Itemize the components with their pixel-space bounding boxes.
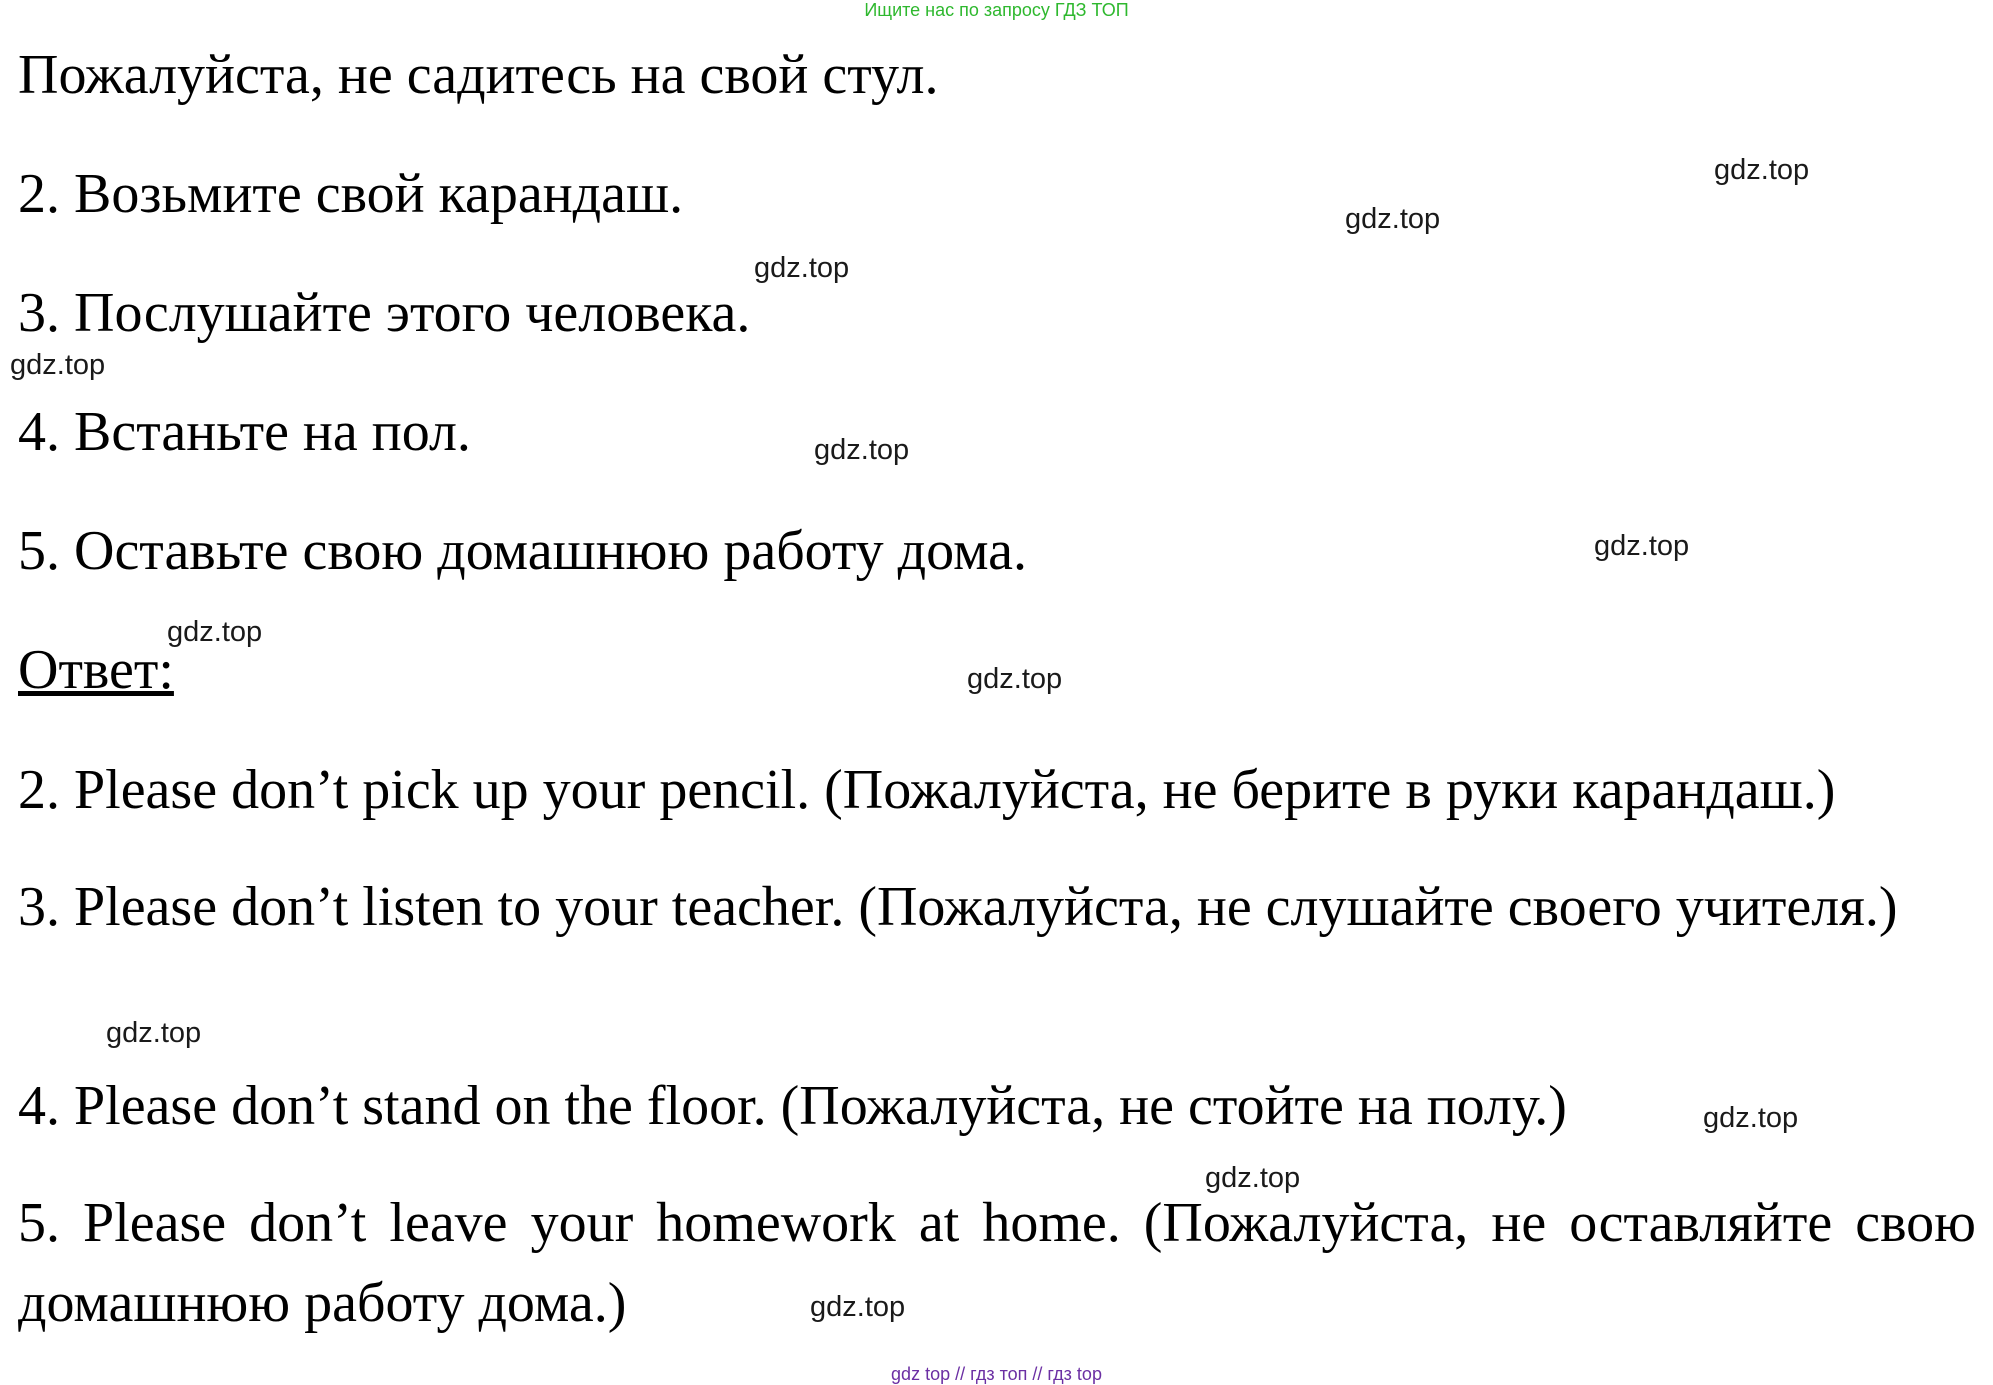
footer: gdz top // гдз топ // гдз top [891,1364,1102,1384]
exercise-line-2: 2. Возьмите свой карандаш. [18,163,684,225]
answer-heading: Ответ: [18,639,174,701]
watermark: gdz.top [1714,154,1810,186]
watermark: gdz.top [106,1017,202,1049]
answer-item-4: 4. Please don’t stand on the floor. (Пожалуйста, не стойте на полу.) [18,1075,1567,1137]
watermark: gdz.top [1345,203,1441,235]
watermark: gdz.top [1594,530,1690,562]
watermark: gdz.top [754,252,850,284]
watermark: gdz.top [10,349,106,381]
exercise-line-4: 4. Встаньте на пол. [18,401,471,463]
watermark: gdz.top [1205,1162,1301,1194]
answer-item-2: 2. Please don’t pick up your pencil. (Пожалуйста, не берите в руки карандаш.) [18,759,1836,821]
top-banner: Ищите нас по запросу ГДЗ ТОП [864,0,1129,20]
watermark: gdz.top [167,616,263,648]
exercise-line-1: Пожалуйста, не садитесь на свой стул. [18,44,939,106]
watermark: gdz.top [810,1291,906,1323]
answer-item-3: 3. Please don’t listen to your teacher. (Пожалуйста, не слушайте своего учителя.) [18,876,1898,938]
answer-item-5: 5. Please don’t leave your homework at home. (Пожалуйста, не оставляйте свою домашнюю работу дома.) [18,1192,1976,1334]
watermark: gdz.top [1703,1102,1799,1134]
watermark: gdz.top [814,434,910,466]
exercise-line-3: 3. Послушайте этого человека. [18,282,751,344]
exercise-line-5: 5. Оставьте свою домашнюю работу дома. [18,520,1028,582]
watermark: gdz.top [967,663,1063,695]
